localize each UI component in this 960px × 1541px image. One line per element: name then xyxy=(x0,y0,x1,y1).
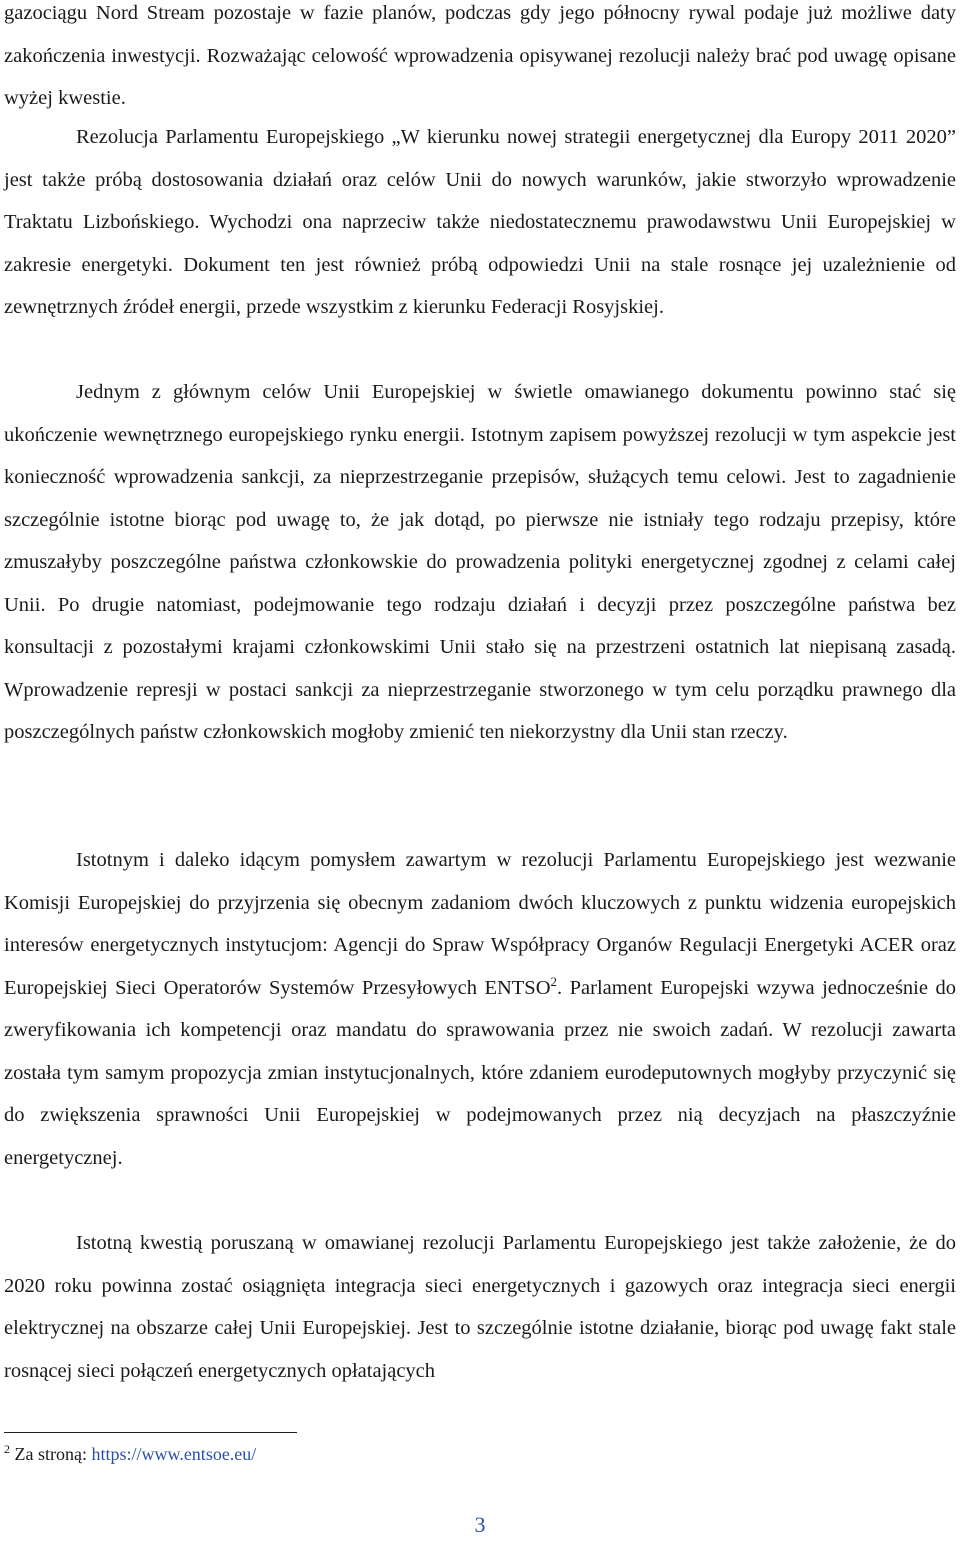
footnote-link[interactable]: https://www.entsoe.eu/ xyxy=(91,1444,257,1464)
paragraph-continuation: gazociągu Nord Stream pozostaje w fazie planów, podczas gdy jego północny rywal podaje już możliwe daty zakończenia inwestycji. Rozważając celowość wprowadzenia opisywanej rezolucji należy brać pod uwagę opisane wyżej kwestie. xyxy=(4,2,956,109)
footnote xyxy=(4,1442,256,1466)
paragraph-resolution-intro: Rezolucja Parlamentu Europejskiego „W kierunku nowej strategii energetycznej dla Europy 2011 2020” jest także próbą dostosowania działań oraz celów Unii do nowych warunków, jakie stworzyło wprowadzenie Traktatu Lizbońskiego. Wychodzi ona naprzeciw także niedostatecznemu prawodawstwu Unii Europejskiej w zakresie energetyki. Dokument ten jest również próbą odpowiedzi Unii na stale rosnące jej uzależnienie od zewnętrznych źródeł energii, przede wszystkim z kierunku Federacji Rosyjskiej. xyxy=(4,126,956,318)
paragraph-text-after-note: . Parlament Europejski wzywa jednocześnie do zweryfikowania ich kompetencji oraz mandatu do sprawowania przez nie swoich zadań. W rezolucji zawarta została tym samym propozycja zmian instytucjonalnych, które zdaniem eurodeputownych mogłyby przyczynić się do zwiększenia sprawności Unii Europejskiej w podejmowanych przez nią decyzjach na płaszczyźnie energetycznej. xyxy=(4,976,956,1169)
paragraph-text-before-note: Istotnym i daleko idącym pomysłem zawartym w rezolucji Parlamentu Europejskiego jest wezwanie Komisji Europejskiej do przyjrzenia się obecnym zadaniom dwóch kluczowych z punktu widzenia europejskich interesów energetycznych instytucjom: Agencji do Spraw Współpracy Organów Regulacji Energetyki ACER oraz Europejskiej Sieci Operatorów Systemów Przesyłowych ENTSO xyxy=(4,849,956,999)
page-number: 3 xyxy=(474,1512,486,1537)
footnote-reference[interactable]: 2 xyxy=(550,973,557,989)
paragraph-acer-entso xyxy=(4,839,956,1179)
paragraph-network-integration: Istotną kwestią poruszaną w omawianej rezolucji Parlamentu Europejskiego jest także założenie, że do 2020 roku powinna zostać osiągnięta integracja sieci energetycznych i gazowych oraz integracja sieci energii elektrycznej na obszarze całej Unii Europejskiej. Jest to szczególnie istotne działanie, biorąc pod uwagę fakt stale rosnącej sieci połączeń energetycznych opłatających xyxy=(4,1232,956,1382)
paragraph-internal-market: Jednym z głównym celów Unii Europejskiej w świetle omawianego dokumentu powinno stać się ukończenie wewnętrznego europejskiego rynku energii. Istotnym zapisem powyższej rezolucji w tym aspekcie jest konieczność wprowadzenia sankcji, za nieprzestrzeganie przepisów, służących temu celowi. Jest to zagadnienie szczególnie istotne biorąc pod uwagę to, że jak dotąd, po pierwsze nie istniały tego rodzaju przepisy, które zmuszałyby poszczególne państwa członkowskie do prowadzenia polityki energetycznej zgodnej z celami całej Unii. Po drugie natomiast, podejmowanie tego rodzaju działań i decyzji przez poszczególne państwa bez konsultacji z pozostałymi krajami członkowskimi Unii stało się na przestrzeni ostatnich lat niepisaną zasadą. Wprowadzenie represji w postaci sankcji za nieprzestrzeganie stworzonego w tym celu porządku prawnego dla poszczególnych państw członkowskich mogłoby zmienić ten niekorzystny dla Unii stan rzeczy. xyxy=(4,381,956,743)
footnote-label: Za stroną: xyxy=(10,1444,92,1464)
footnote-mark: 2 xyxy=(4,1442,10,1456)
footnote-separator xyxy=(4,1432,297,1433)
